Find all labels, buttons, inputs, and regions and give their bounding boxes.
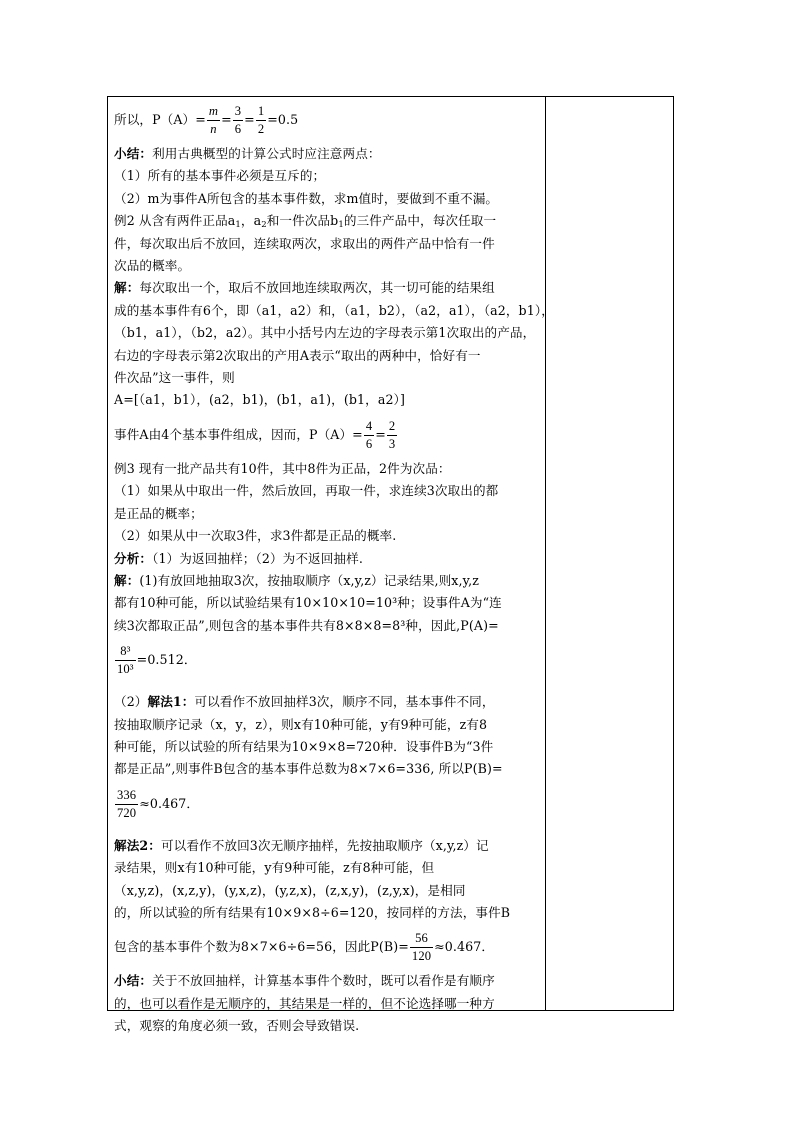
example-3-line: （2）如果从中一次取3件，求3件都是正品的概率.	[114, 528, 397, 544]
column-divider	[545, 97, 546, 1010]
denominator: 3	[388, 436, 396, 451]
fraction-336-720	[115, 787, 138, 822]
text: 每次取出一个，取后不放回地连续取两次，其一切可能的结果组	[139, 280, 495, 296]
summary-heading	[114, 143, 540, 165]
numerator: 1	[256, 103, 266, 121]
numerator: 56	[410, 930, 433, 948]
text: =0.5	[267, 112, 299, 127]
example-3-line: （1）如果从中取出一件，然后放回，再取一件，求连续3次取出的都	[114, 483, 499, 499]
text: 包含的基本事件个数为8×7×6÷6=56，因此P(B)=	[114, 939, 409, 955]
solution-3-line	[114, 570, 540, 592]
label: 小结：	[114, 973, 153, 989]
method-2-line: （x,y,z)，(x,z,y)，(y,x,z)，(y,z,x)，(z,x,y)，(z,y,x)，是相同	[114, 882, 466, 898]
text: ≈0.467．	[139, 795, 200, 811]
denominator: 6	[234, 122, 242, 136]
numerator: 336	[115, 787, 138, 805]
text: 可以看作不放回抽样3次，顺序不同，基本事件不同，	[194, 694, 495, 710]
solution-2-set: A=[（a1，b1），(a2，b1)，(b1，a1)，(b1，a2）]	[114, 392, 405, 408]
label: 解法2：	[114, 837, 161, 853]
subscript: 2	[261, 220, 267, 231]
fraction-1-2	[256, 103, 266, 138]
numerator: 2	[387, 418, 397, 436]
content-cell	[114, 97, 554, 1038]
numerator: 3	[233, 103, 243, 121]
method-1-formula	[114, 781, 540, 827]
text: =	[375, 426, 386, 442]
numerator: 8³	[115, 643, 136, 661]
solution-2-line: 件次品”这一事件，则	[114, 370, 235, 386]
fraction-3-6	[233, 103, 243, 138]
text: 事件A由4个基本事件组成，因而，P（A）=	[114, 426, 363, 442]
summary-2-line: 的，也可以看作是无顺序的，其结果是一样的，但不论选择哪一种方	[114, 995, 495, 1011]
denominator: 6	[365, 436, 373, 451]
summary-item: （2）m为事件A所包含的基本事件数，求m值时，要做到不重不漏。	[114, 190, 499, 206]
solution-2-line: （b1，a1），（b2，a2）。其中小括号内左边的字母表示第1次取出的产品，	[114, 325, 536, 341]
solution-2-line	[114, 277, 540, 299]
text: 关于不放回抽样，计算基本事件个数时，既可以看作是有顺序	[152, 973, 495, 989]
numerator: 4	[364, 418, 374, 436]
text: 利用古典概型的计算公式时应注意两点：	[152, 146, 381, 161]
example-2-line	[114, 210, 540, 232]
text: 和一件次品b	[266, 213, 339, 229]
text: (1)有放回地抽取3次，按抽取顺序（x,y,z）记录结果,则x,y,z	[139, 572, 479, 588]
method-2-formula	[114, 924, 540, 970]
label: 解：	[114, 572, 140, 588]
method-2-line: 录结果，则x有10种可能，y有9种可能，z有8种可能，但	[114, 860, 435, 876]
subscript: 1	[338, 220, 344, 231]
text: （2）	[114, 694, 148, 710]
denominator: 120	[411, 949, 432, 964]
solution-3-formula	[114, 637, 540, 683]
summary-2-line: 式，观察的角度必须一致，否则会导致错误.	[114, 1018, 360, 1034]
method-2-line	[114, 835, 540, 857]
spacer	[114, 827, 540, 835]
denominator: n	[210, 122, 217, 136]
label: 解法1：	[147, 694, 195, 710]
example-2-line: 次品的概率。	[114, 258, 191, 274]
example-3-line: 是正品的概率；	[114, 505, 203, 521]
example-3-line: 例3 现有一批产品共有10件，其中8件为正品，2件为次品：	[114, 460, 451, 476]
solution-2-line: 右边的字母表示第2次取出的产用A表示“取出的两种中，恰好有一	[114, 347, 481, 363]
fraction-56-120	[410, 930, 433, 965]
denominator: 720	[117, 805, 137, 820]
fraction-m-n	[207, 103, 220, 138]
method-1-line	[114, 691, 540, 713]
text: =	[221, 112, 232, 127]
method-1-line: 按抽取顺序记录（x，y，z），则x有10种可能，y有9种可能，z有8	[114, 716, 488, 732]
probability-result-line	[114, 97, 540, 143]
text: 的三件产品中，每次任取一	[343, 213, 497, 229]
summary-item: （1）所有的基本事件必须是互斥的；	[114, 168, 326, 184]
analysis-line	[114, 548, 540, 570]
spacer	[114, 683, 540, 691]
text: ≈0.467．	[434, 939, 495, 955]
fraction-8cubed-10cubed	[115, 643, 136, 678]
method-1-line: 都是正品”,则事件B包含的基本事件总数为8×7×6=336, 所以P(B)=	[114, 761, 503, 777]
text: =0.512．	[136, 652, 197, 668]
label: 分析：	[114, 550, 153, 566]
denominator: 10³	[117, 662, 134, 677]
solution-3-line: 都有10种可能，所以试验结果有10×10×10=10³种；设事件A为“连	[114, 595, 502, 611]
solution-2-probability	[114, 412, 540, 458]
label: 小结：	[114, 146, 153, 161]
method-2-line: 的，所以试验的所有结果有10×9×8÷6=120，按同样的方法，事件B	[114, 904, 511, 920]
solution-2-line: 成的基本事件有6个，即（a1，a2）和，（a1，b2），（a2，a1），（a2，b1），	[114, 302, 554, 318]
lesson-table	[107, 96, 674, 1034]
fraction-2-3	[387, 418, 397, 453]
fraction-4-6	[364, 418, 374, 453]
example-2-line: 件，每次取出后不放回，连续取两次，求取出的两件产品中恰有一件	[114, 235, 495, 251]
text: 例2 从含有两件正品a	[114, 213, 236, 229]
numerator: m	[207, 103, 220, 121]
text: 所以，P（A）=	[114, 112, 206, 127]
text: 可以看作不放回3次无顺序抽样，先按抽取顺序（x,y,z）记	[160, 837, 489, 853]
denominator: 2	[257, 122, 265, 136]
subscript: 1	[235, 220, 241, 231]
text: ，a	[240, 213, 262, 229]
solution-3-line: 续3次都取正品”,则包含的基本事件共有8×8×8=8³种，因此,P(A)=	[114, 617, 499, 633]
summary-2-line	[114, 970, 540, 992]
text: =	[244, 112, 255, 127]
method-1-line: 种可能，所以试验的所有结果为10×9×8=720种．设事件B为“3件	[114, 738, 494, 754]
label: 解：	[114, 280, 140, 296]
text: （1）为返回抽样；（2）为不返回抽样.	[152, 550, 363, 566]
